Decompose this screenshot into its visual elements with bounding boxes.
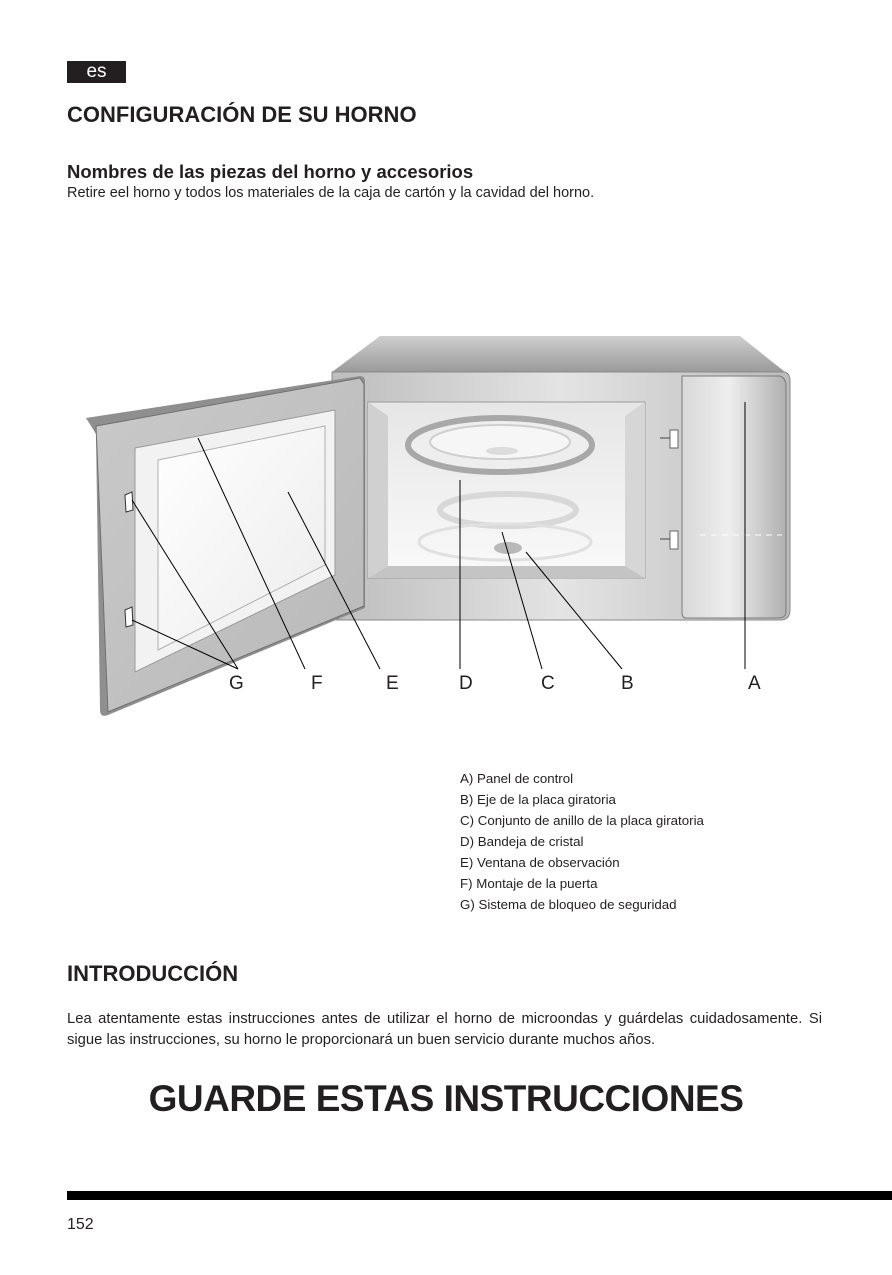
legend-item: D) Bandeja de cristal [460,834,584,849]
footer-rule [67,1191,892,1200]
latch-hole-bottom [670,531,678,549]
control-panel [682,376,786,618]
legend-item: G) Sistema de bloqueo de seguridad [460,897,677,912]
page-title: CONFIGURACIÓN DE SU HORNO [67,102,417,127]
label-e: E [386,673,399,694]
legend-item: C) Conjunto de anillo de la placa giratoria [460,813,704,828]
legend-item: B) Eje de la placa giratoria [460,792,616,807]
save-instructions-callout: GUARDE ESTAS INSTRUCCIONES [148,1078,744,1119]
legend-item: A) Panel de control [460,771,574,786]
safety-latch-bottom [125,607,133,627]
parts-legend [460,768,704,915]
label-g: G [229,673,244,694]
label-d: D [459,673,473,694]
latch-hole-top [670,430,678,448]
introduction-paragraph: Lea atentamente estas instrucciones antes de utilizar el horno de microondas y guárdelas cuidadosamente. Si sigue las instrucciones, su horno le proporcionará un buen servicio durante muchos años. [67,1011,822,1048]
label-c: C [541,673,555,694]
legend-item: F) Montaje de la puerta [460,876,598,891]
parts-heading: Nombres de las piezas del horno y accesorios [67,161,474,182]
label-f: F [311,673,323,694]
legend-item: E) Ventana de observación [460,855,620,870]
label-b: B [621,673,634,694]
label-a: A [748,673,761,694]
language-tag: es [67,61,126,83]
page-number: 152 [67,1216,94,1233]
parts-instruction: Retire eel horno y todos los materiales de la caja de cartón y la cavidad del horno. [67,185,595,201]
oven-top [332,336,785,372]
safety-latch-top [125,492,133,512]
introduction-heading: INTRODUCCIÓN [67,961,239,986]
oven-diagram [0,320,892,740]
